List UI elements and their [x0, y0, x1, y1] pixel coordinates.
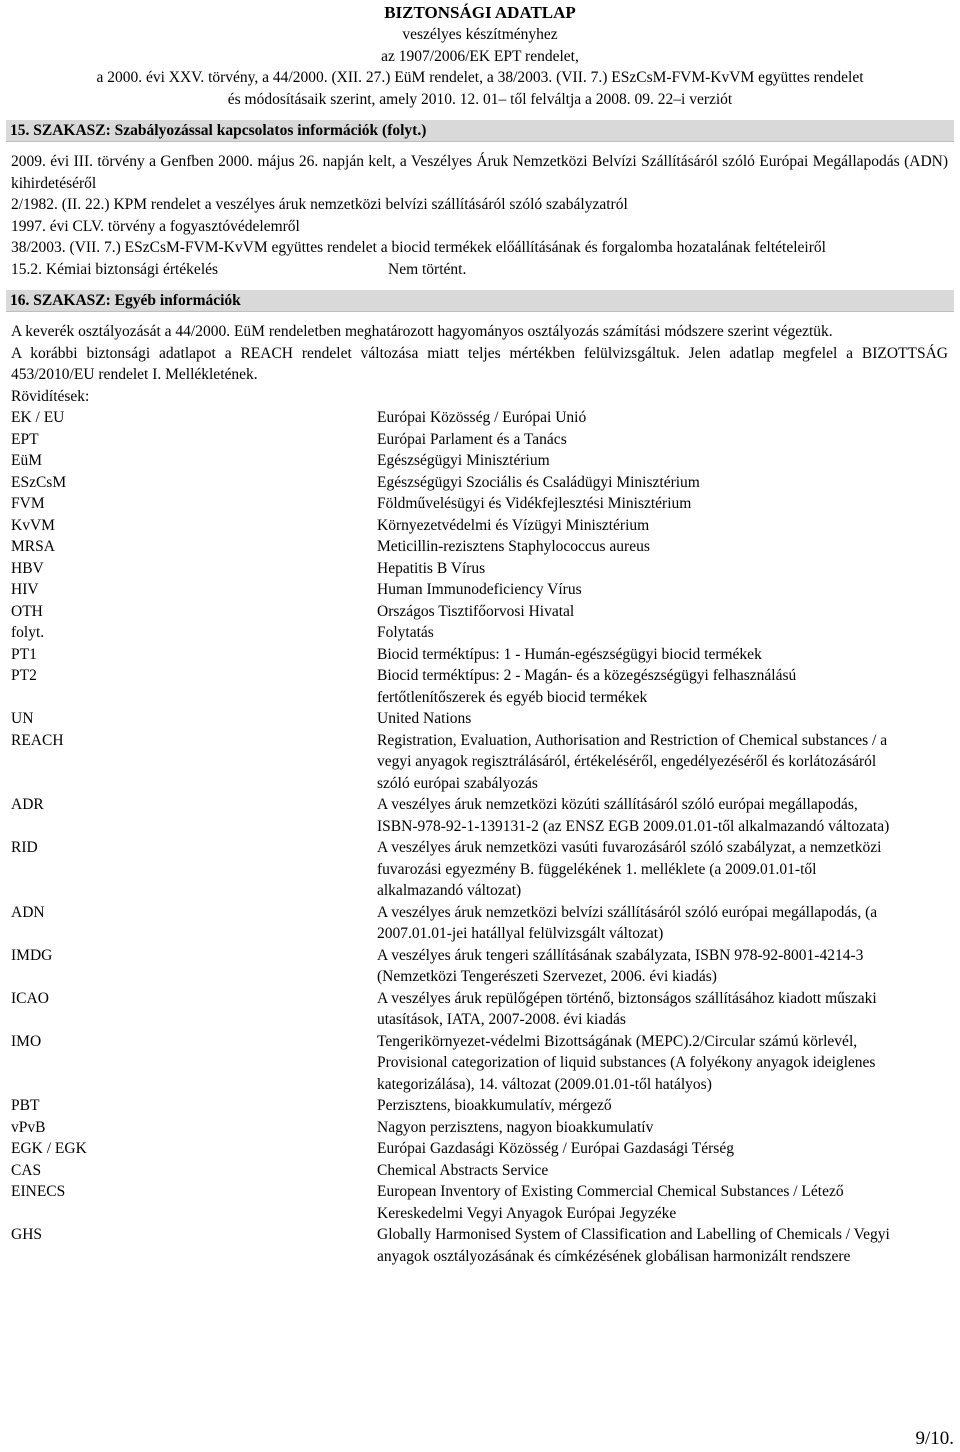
regulation-paragraph: 38/2003. (VII. 7.) ESzCsM-FVM-KvVM együttes rendelet a biocid termékek előállításának és forgalomba hozatalának feltételeiről [11, 239, 826, 256]
page-number: 9/10. [915, 1428, 954, 1449]
chemical-safety-assessment-value: Nem történt. [388, 260, 467, 278]
section-15-heading: 15. SZAKASZ: Szabályozással kapcsolatos információk (folyt.) [6, 120, 954, 142]
abbreviation-term: FVM [11, 495, 45, 512]
abbreviation-row [11, 1181, 948, 1224]
abbreviation-definition: A veszélyes áruk repülőgépen történő, biztonságos szállításához kiadott műszaki utasítások, IATA, 2007-2008. évi kiadás [377, 989, 877, 1028]
abbreviation-row [11, 837, 948, 902]
abbreviation-row [11, 1031, 948, 1096]
regulation-paragraph: 2009. évi III. törvény a Genfben 2000. május 26. napján kelt, a Veszélyes Áruk Nemzetközi Belvízi Szállításáról szóló Európai Megállapodás (ADN) kihirdetéséről [11, 153, 948, 192]
abbreviation-term: EPT [11, 430, 39, 448]
info-paragraph: A korábbi biztonsági adatlapot a REACH rendelet változása miatt teljes mértékben felülvizsgáltuk. Jelen adatlap megfelel a BIZOTTSÁG 453/2010/EU rendelet I. Mellékletének. [11, 344, 948, 383]
abbreviation-row [11, 515, 948, 537]
abbreviation-definition: Hepatitis B Vírus [377, 559, 486, 577]
abbreviation-definition: Human Immunodeficiency Vírus [377, 581, 582, 598]
document-header [0, 0, 960, 110]
abbreviation-row [11, 794, 948, 837]
abbreviation-row [11, 579, 948, 601]
abbreviation-row [11, 622, 948, 644]
info-paragraph: A keverék osztályozását a 44/2000. EüM rendeletben meghatározott hagyományos osztályozás számítási módszere szerint végeztük. [11, 323, 833, 340]
abbreviation-definition: A veszélyes áruk nemzetközi közúti szállításáról szóló európai megállapodás, ISBN-978-92-1-139131-2 (az ENSZ EGB 2009.01.01-től alkalmazandó változata) [377, 796, 890, 835]
abbreviation-definition: Egészségügyi Minisztérium [377, 452, 550, 469]
abbreviation-term: PBT [11, 1097, 40, 1114]
abbreviation-row [11, 601, 948, 623]
abbreviation-row [11, 1160, 948, 1182]
abbreviation-definition: Európai Gazdasági Közösség / Európai Gazdasági Térség [377, 1140, 734, 1157]
abbreviation-definition: European Inventory of Existing Commercial Chemical Substances / Létező Kereskedelmi Vegyi Anyagok Európai Jegyzéke [377, 1183, 844, 1222]
abbreviation-definition: Európai Parlament és a Tanács [377, 430, 567, 448]
abbreviation-row [11, 708, 948, 730]
abbreviation-definition: Földművelésügyi és Vidékfejlesztési Minisztérium [377, 495, 692, 512]
abbreviation-term: RID [11, 839, 38, 856]
abbreviation-definition: Biocid terméktípus: 1 - Humán-egészségügyi biocid termékek [377, 645, 762, 663]
header-line: az 1907/2006/EK EPT rendelet, [381, 47, 579, 65]
abbreviation-row [11, 945, 948, 988]
abbreviation-term: IMO [11, 1032, 42, 1050]
abbreviation-definition: Biocid terméktípus: 2 - Magán- és a közegészségügyi felhasználású fertőtlenítőszerek és egyéb biocid termékek [377, 667, 797, 706]
abbreviation-term: vPvB [11, 1118, 46, 1136]
abbreviation-term: EGK / EGK [11, 1140, 87, 1157]
abbreviation-definition: Chemical Abstracts Service [377, 1161, 549, 1179]
abbreviation-term: EINECS [11, 1183, 66, 1200]
abbreviation-term: MRSA [11, 538, 55, 555]
regulation-paragraph: 1997. évi CLV. törvény a fogyasztóvédelemről [11, 217, 300, 235]
abbreviation-term: EüM [11, 452, 42, 469]
abbreviation-term: UN [11, 710, 34, 727]
abbreviation-definition: Registration, Evaluation, Authorisation and Restriction of Chemical substances / a vegyi anyagok regisztrálásáról, értékeléséről, engedélyezéséről és korlátozásáról szóló európai szabályozás [377, 731, 888, 792]
abbreviation-row [11, 407, 948, 429]
abbreviation-definition: Országos Tisztifőorvosi Hivatal [377, 602, 575, 620]
section-16-body [0, 321, 960, 1267]
abbreviation-row [11, 1224, 948, 1267]
abbreviation-row [11, 472, 948, 494]
section-16-heading: 16. SZAKASZ: Egyéb információk [6, 290, 954, 312]
abbreviation-row [11, 536, 948, 558]
header-line: veszélyes készítményhez [402, 26, 558, 43]
abbreviation-row [11, 493, 948, 515]
chemical-safety-assessment-label: 15.2. Kémiai biztonsági értékelés [11, 260, 219, 278]
abbreviation-row [11, 644, 948, 666]
abbreviation-term: REACH [11, 731, 64, 749]
abbreviation-definition: Európai Közösség / Európai Unió [377, 409, 587, 426]
abbreviation-term: ICAO [11, 989, 49, 1007]
header-line: és módosításaik szerint, amely 2010. 12. 01– től felváltja a 2008. 09. 22–i verziót [227, 90, 733, 108]
abbreviation-row [11, 1138, 948, 1160]
abbreviation-definition: United Nations [377, 710, 472, 727]
abbreviation-definition: Tengerikörnyezet-védelmi Bizottságának (MEPC).2/Circular számú körlevél, Provisional categorization of liquid substances (A folyékony anyagok ideiglenes kategorizálása), 14. változat (2009.01.01-től hatályos) [377, 1032, 876, 1093]
abbreviation-definition: Globally Harmonised System of Classification and Labelling of Chemicals / Vegyi anyagok osztályozásának és címkézésének globálisan harmonizált rendszere [377, 1226, 890, 1265]
abbreviation-term: CAS [11, 1161, 42, 1179]
abbreviation-term: EK / EU [11, 409, 65, 426]
document-title: BIZTONSÁGI ADATLAP [384, 3, 576, 22]
abbreviation-term: HBV [11, 559, 44, 577]
header-line: a 2000. évi XXV. törvény, a 44/2000. (XII. 27.) EüM rendelet, a 38/2003. (VII. 7.) ESzCsM-FVM-KvVM együttes rendelet [96, 69, 864, 86]
abbreviation-row [11, 450, 948, 472]
abbreviation-term: ESzCsM [11, 473, 67, 491]
abbreviation-term: OTH [11, 602, 43, 620]
abbreviation-row [11, 902, 948, 945]
abbreviation-row [11, 730, 948, 795]
abbreviation-definition: A veszélyes áruk nemzetközi vasúti fuvarozásáról szóló szabályzat, a nemzetközi fuvarozási egyezmény B. függelékének 1. melléklete (a 2009.01.01-től alkalmazandó változat) [377, 839, 882, 899]
abbreviation-row [11, 1095, 948, 1117]
abbreviation-definition: Perzisztens, bioakkumulatív, mérgező [377, 1097, 612, 1114]
abbreviation-term: ADR [11, 796, 44, 813]
abbreviation-term: IMDG [11, 946, 53, 964]
abbreviation-term: GHS [11, 1226, 43, 1243]
abbreviation-definition: Folytatás [377, 624, 434, 641]
abbreviation-row [11, 558, 948, 580]
abbreviation-term: PT1 [11, 645, 37, 663]
abbreviation-term: PT2 [11, 667, 37, 684]
abbreviation-definition: Meticillin-rezisztens Staphylococcus aureus [377, 538, 650, 555]
abbreviation-definition: Nagyon perzisztens, nagyon bioakkumulatív [377, 1118, 654, 1136]
abbreviation-definition: A veszélyes áruk tengeri szállításának szabályzata, ISBN 978-92-8001-4214-3 (Nemzetközi Tengerészeti Szervezet, 2006. évi kiadás) [377, 946, 864, 985]
abbreviation-term: ADN [11, 903, 45, 921]
abbreviation-definition: Környezetvédelmi és Vízügyi Minisztérium [377, 516, 650, 534]
abbreviation-row [11, 988, 948, 1031]
abbreviation-row [11, 429, 948, 451]
section-15-body [0, 151, 960, 280]
abbreviations-title: Rövidítések: [11, 387, 90, 405]
abbreviation-definition: A veszélyes áruk nemzetközi belvízi szállításáról szóló európai megállapodás, (a 2007.01.01-jei hatállyal felülvizsgált változat) [377, 903, 878, 942]
chemical-safety-assessment-row [11, 259, 948, 281]
abbreviation-definition: Egészségügyi Szociális és Családügyi Minisztérium [377, 473, 700, 491]
abbreviations-list [11, 407, 948, 1267]
regulation-paragraph: 2/1982. (II. 22.) KPM rendelet a veszélyes áruk nemzetközi belvízi szállításáról szóló szabályzatról [11, 196, 628, 213]
abbreviation-term: folyt. [11, 624, 45, 641]
abbreviation-row [11, 1117, 948, 1139]
abbreviation-term: HIV [11, 581, 39, 598]
abbreviation-term: KvVM [11, 516, 55, 534]
abbreviation-row [11, 665, 948, 708]
